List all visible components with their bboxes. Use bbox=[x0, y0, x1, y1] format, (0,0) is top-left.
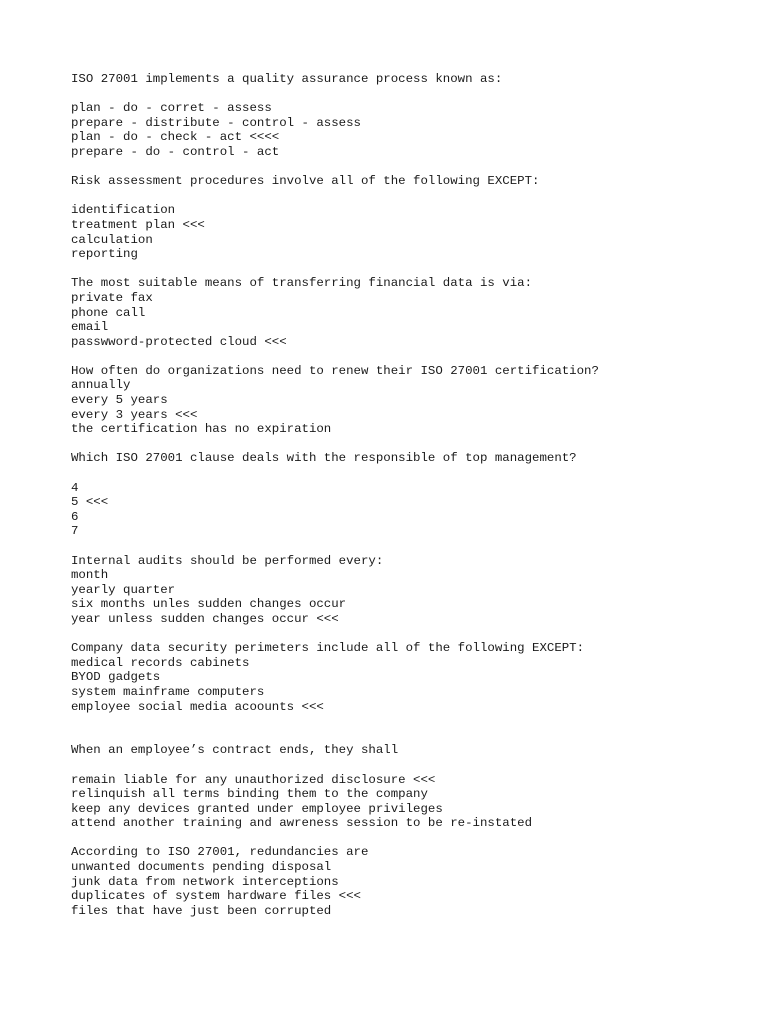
text-line: 4 bbox=[71, 480, 79, 495]
text-line: email bbox=[71, 320, 109, 335]
text-line: system mainframe computers bbox=[71, 684, 265, 699]
text-line: treatment plan <<< bbox=[71, 217, 205, 232]
text-line: remain liable for any unauthorized disclosure <<< bbox=[71, 772, 436, 787]
text-line: private fax bbox=[71, 290, 153, 305]
text-line: According to ISO 27001, redundancies are bbox=[71, 845, 369, 860]
blank-line bbox=[71, 831, 751, 846]
blank-line bbox=[71, 714, 751, 729]
text-line: phone call bbox=[71, 305, 146, 320]
text-line: employee social media acoounts <<< bbox=[71, 699, 324, 714]
text-line: ISO 27001 implements a quality assurance process known as: bbox=[71, 72, 503, 86]
text-line: When an employee’s contract ends, they shall bbox=[71, 743, 399, 758]
blank-line bbox=[71, 189, 751, 204]
text-line: prepare - do - control - act bbox=[71, 144, 280, 159]
text-line: unwanted documents pending disposal bbox=[71, 860, 332, 875]
blank-line bbox=[71, 627, 751, 642]
blank-line bbox=[71, 758, 751, 773]
text-line: Which ISO 27001 clause deals with the responsible of top management? bbox=[71, 451, 577, 466]
blank-line bbox=[71, 160, 751, 175]
text-line: 6 bbox=[71, 509, 79, 524]
text-line: medical records cabinets bbox=[71, 655, 250, 670]
text-line: yearly quarter bbox=[71, 582, 176, 597]
blank-line bbox=[71, 729, 751, 744]
text-line: reporting bbox=[71, 247, 138, 262]
document-page bbox=[71, 72, 751, 918]
text-line: year unless sudden changes occur <<< bbox=[71, 611, 339, 626]
blank-line bbox=[71, 349, 751, 364]
text-line: every 5 years bbox=[71, 393, 168, 408]
text-line: calculation bbox=[71, 232, 153, 247]
blank-line bbox=[71, 437, 751, 452]
text-line: month bbox=[71, 568, 109, 583]
text-line: prepare - distribute - control - assess bbox=[71, 115, 361, 130]
text-line: How often do organizations need to renew their ISO 27001 certification? bbox=[71, 363, 599, 378]
text-line: annually bbox=[71, 378, 131, 393]
text-line: duplicates of system hardware files <<< bbox=[71, 889, 361, 904]
text-line: 7 bbox=[71, 524, 79, 539]
text-line: plan - do - corret - assess bbox=[71, 101, 272, 116]
text-line: every 3 years <<< bbox=[71, 407, 198, 422]
text-line: keep any devices granted under employee privileges bbox=[71, 801, 443, 816]
blank-line bbox=[71, 87, 751, 102]
text-line: plan - do - check - act <<<< bbox=[71, 130, 280, 145]
blank-line bbox=[71, 539, 751, 554]
text-line: the certification has no expiration bbox=[71, 422, 332, 437]
text-line: 5 <<< bbox=[71, 495, 109, 510]
text-line: Company data security perimeters include all of the following EXCEPT: bbox=[71, 641, 585, 656]
text-line: The most suitable means of transferring financial data is via: bbox=[71, 276, 533, 291]
text-line: identification bbox=[71, 203, 176, 218]
blank-line bbox=[71, 466, 751, 481]
text-line: Internal audits should be performed every: bbox=[71, 553, 384, 568]
text-line: BYOD gadgets bbox=[71, 670, 161, 685]
blank-line bbox=[71, 262, 751, 277]
text-line: Risk assessment procedures involve all of the following EXCEPT: bbox=[71, 174, 540, 189]
text-line: attend another training and awreness session to be re-instated bbox=[71, 816, 533, 831]
text-line: relinquish all terms binding them to the company bbox=[71, 787, 428, 802]
text-line: six months unles sudden changes occur bbox=[71, 597, 347, 612]
text-line: junk data from network interceptions bbox=[71, 874, 339, 889]
text-line: passwword-protected cloud <<< bbox=[71, 334, 287, 349]
text-line: files that have just been corrupted bbox=[71, 903, 332, 918]
